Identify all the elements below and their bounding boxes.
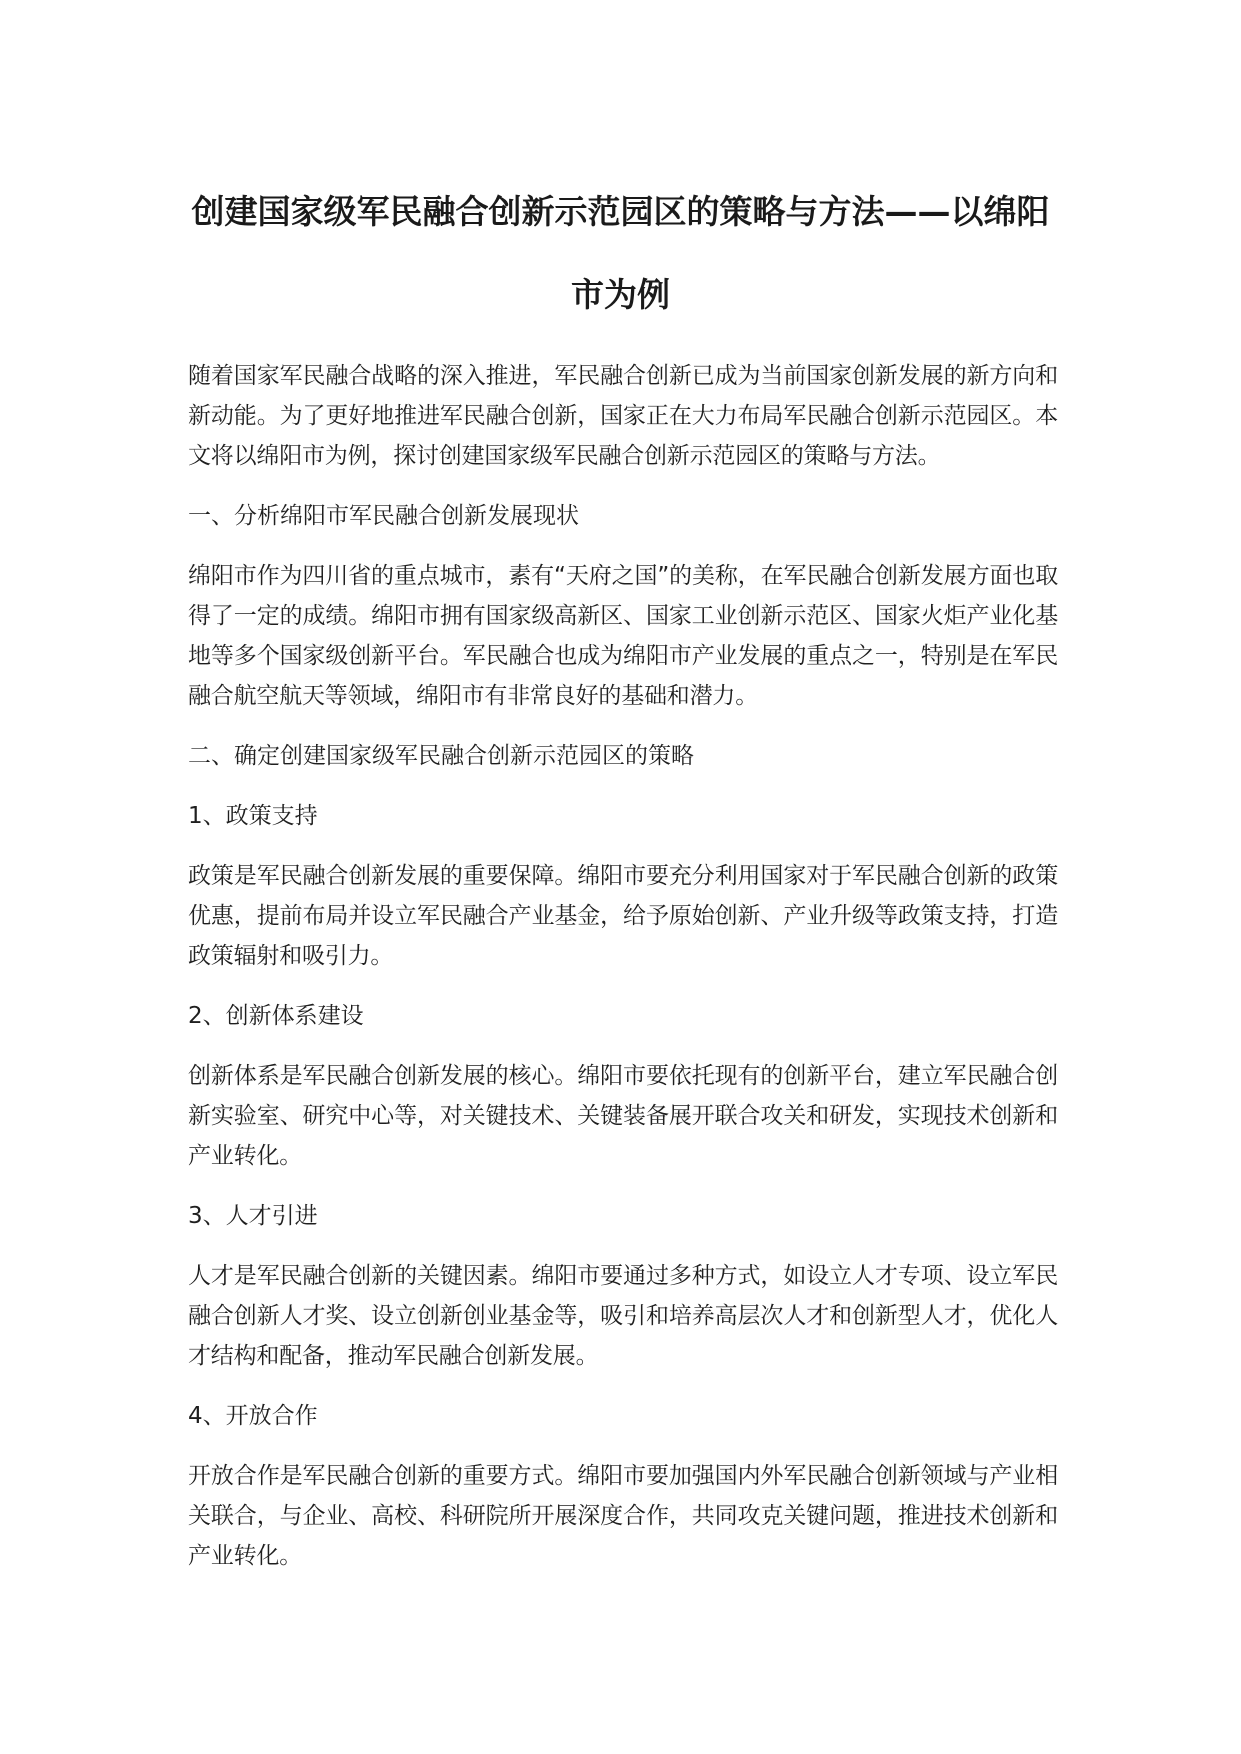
subheading-innovation-system: 2、创新体系建设 [188, 1003, 364, 1029]
subheading-open-cooperation: 4、开放合作 [188, 1403, 318, 1429]
intro-paragraph: 随着国家军民融合战略的深入推进，军民融合创新已成为当前国家创新发展的新方向和新动能。为了更好地推进军民融合创新，国家正在大力布局军民融合创新示范园区。本文将以绵阳市为例，探讨创建国家级军民融合创新示范园区的策略与方法。 [188, 363, 1058, 469]
section-1-paragraph: 绵阳市作为四川省的重点城市，素有“天府之国”的美称，在军民融合创新发展方面也取得了一定的成绩。绵阳市拥有国家级高新区、国家工业创新示范区、国家火炬产业化基地等多个国家级创新平台。军民融合也成为绵阳市产业发展的重点之一，特别是在军民融合航空航天等领域，绵阳市有非常良好的基础和潜力。 [188, 563, 1058, 709]
subheading-talent: 3、人才引进 [188, 1203, 318, 1229]
innovation-system-paragraph: 创新体系是军民融合创新发展的核心。绵阳市要依托现有的创新平台，建立军民融合创新实验室、研究中心等，对关键技术、关键装备展开联合攻关和研发，实现技术创新和产业转化。 [188, 1063, 1058, 1169]
policy-support-paragraph: 政策是军民融合创新发展的重要保障。绵阳市要充分利用国家对于军民融合创新的政策优惠，提前布局并设立军民融合产业基金，给予原始创新、产业升级等政策支持，打造政策辐射和吸引力。 [188, 863, 1058, 969]
open-cooperation-paragraph: 开放合作是军民融合创新的重要方式。绵阳市要加强国内外军民融合创新领域与产业相关联合，与企业、高校、科研院所开展深度合作，共同攻克关键问题，推进技术创新和产业转化。 [188, 1463, 1058, 1569]
talent-paragraph: 人才是军民融合创新的关键因素。绵阳市要通过多种方式，如设立人才专项、设立军民融合创新人才奖、设立创新创业基金等，吸引和培养高层次人才和创新型人才，优化人才结构和配备，推动军民融合创新发展。 [188, 1263, 1058, 1369]
subheading-policy-support: 1、政策支持 [188, 803, 318, 829]
document-body [188, 356, 1058, 1596]
section-heading-1: 一、分析绵阳市军民融合创新发展现状 [188, 503, 579, 529]
document-title: 创建国家级军民融合创新示范园区的策略与方法——以绵阳市为例 [191, 192, 1050, 314]
section-heading-2: 二、确定创建国家级军民融合创新示范园区的策略 [188, 743, 694, 769]
title-block [188, 170, 1053, 336]
